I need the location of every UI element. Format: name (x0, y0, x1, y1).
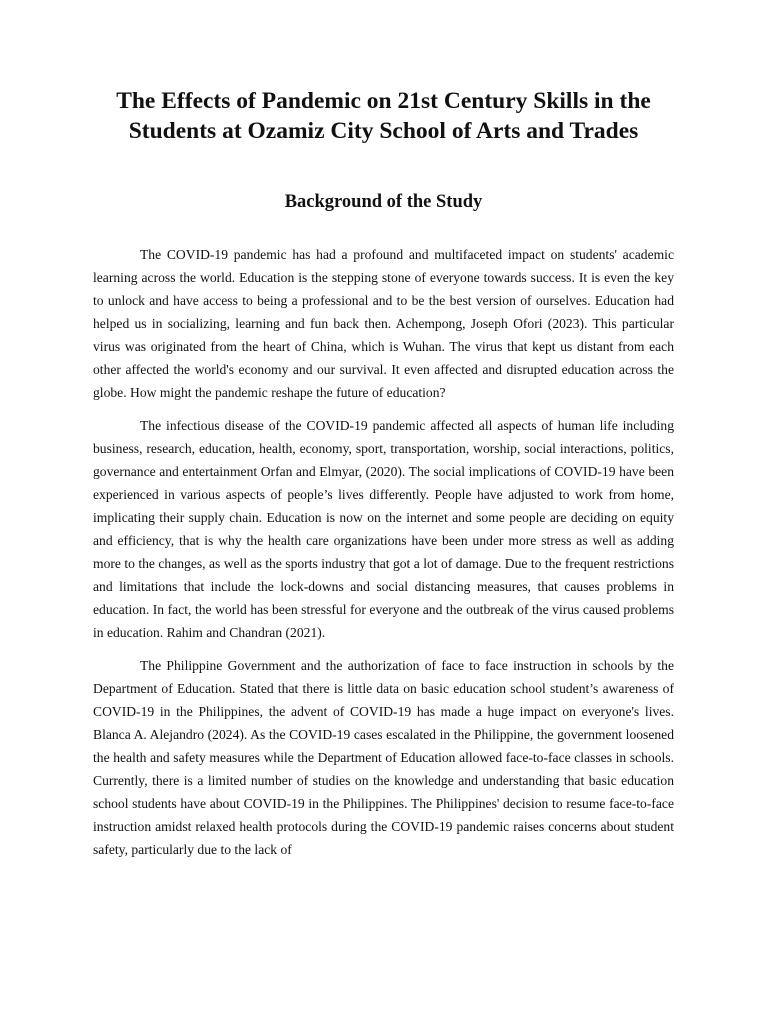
document-body (93, 243, 674, 861)
document-page (93, 86, 674, 871)
section-heading: Background of the Study (284, 192, 483, 212)
body-paragraph: The infectious disease of the COVID-19 pandemic affected all aspects of human life including business, research, education, health, economy, sport, transportation, worship, social interactions, politics, governance and entertainment Orfan and Elmyar, (2020). The social implications of COVID-19 have been experienced in various aspects of people’s lives differently. People have adjusted to work from home, implicating their supply chain. Education is now on the internet and some people are deciding on equity and efficiency, that is why the health care organizations have been under more stress as well as adding more to the changes, as well as the sports industry that got a lot of damage. Due to the frequent restrictions and limitations that include the lock-downs and social distancing measures, that causes problems in education. In fact, the world has been stressful for everyone and the outbreak of the virus caused problems in education. Rahim and Chandran (2021). (93, 418, 674, 640)
body-paragraph: The Philippine Government and the authorization of face to face instruction in schools by the Department of Education. Stated that there is little data on basic education school student’s awareness of COVID-19 in the Philippines, the advent of COVID-19 has made a huge impact on everyone's lives. Blanca A. Alejandro (2024). As the COVID-19 cases escalated in the Philippine, the government loosened the health and safety measures while the Department of Education allowed face-to-face classes in schools. Currently, there is a limited number of studies on the knowledge and understanding that basic education school students have about COVID-19 in the Philippines. The Philippines' decision to resume face-to-face instruction amidst relaxed health protocols during the COVID-19 pandemic raises concerns about student safety, particularly due to the lack of (93, 658, 674, 857)
document-title: The Effects of Pandemic on 21st Century Skills in the Students at Ozamiz City School of Arts and Trades (116, 88, 651, 144)
body-paragraph: The COVID-19 pandemic has had a profound and multifaceted impact on students' academic learning across the world. Education is the stepping stone of everyone towards success. It is even the key to unlock and have access to being a professional and to be the best version of ourselves. Education had helped us in socializing, learning and fun back then. Achempong, Joseph Ofori (2023). This particular virus was originated from the heart of China, which is Wuhan. The virus that kept us distant from each other affected the world's economy and our survival. It even affected and disrupted education across the globe. How might the pandemic reshape the future of education? (93, 247, 674, 400)
